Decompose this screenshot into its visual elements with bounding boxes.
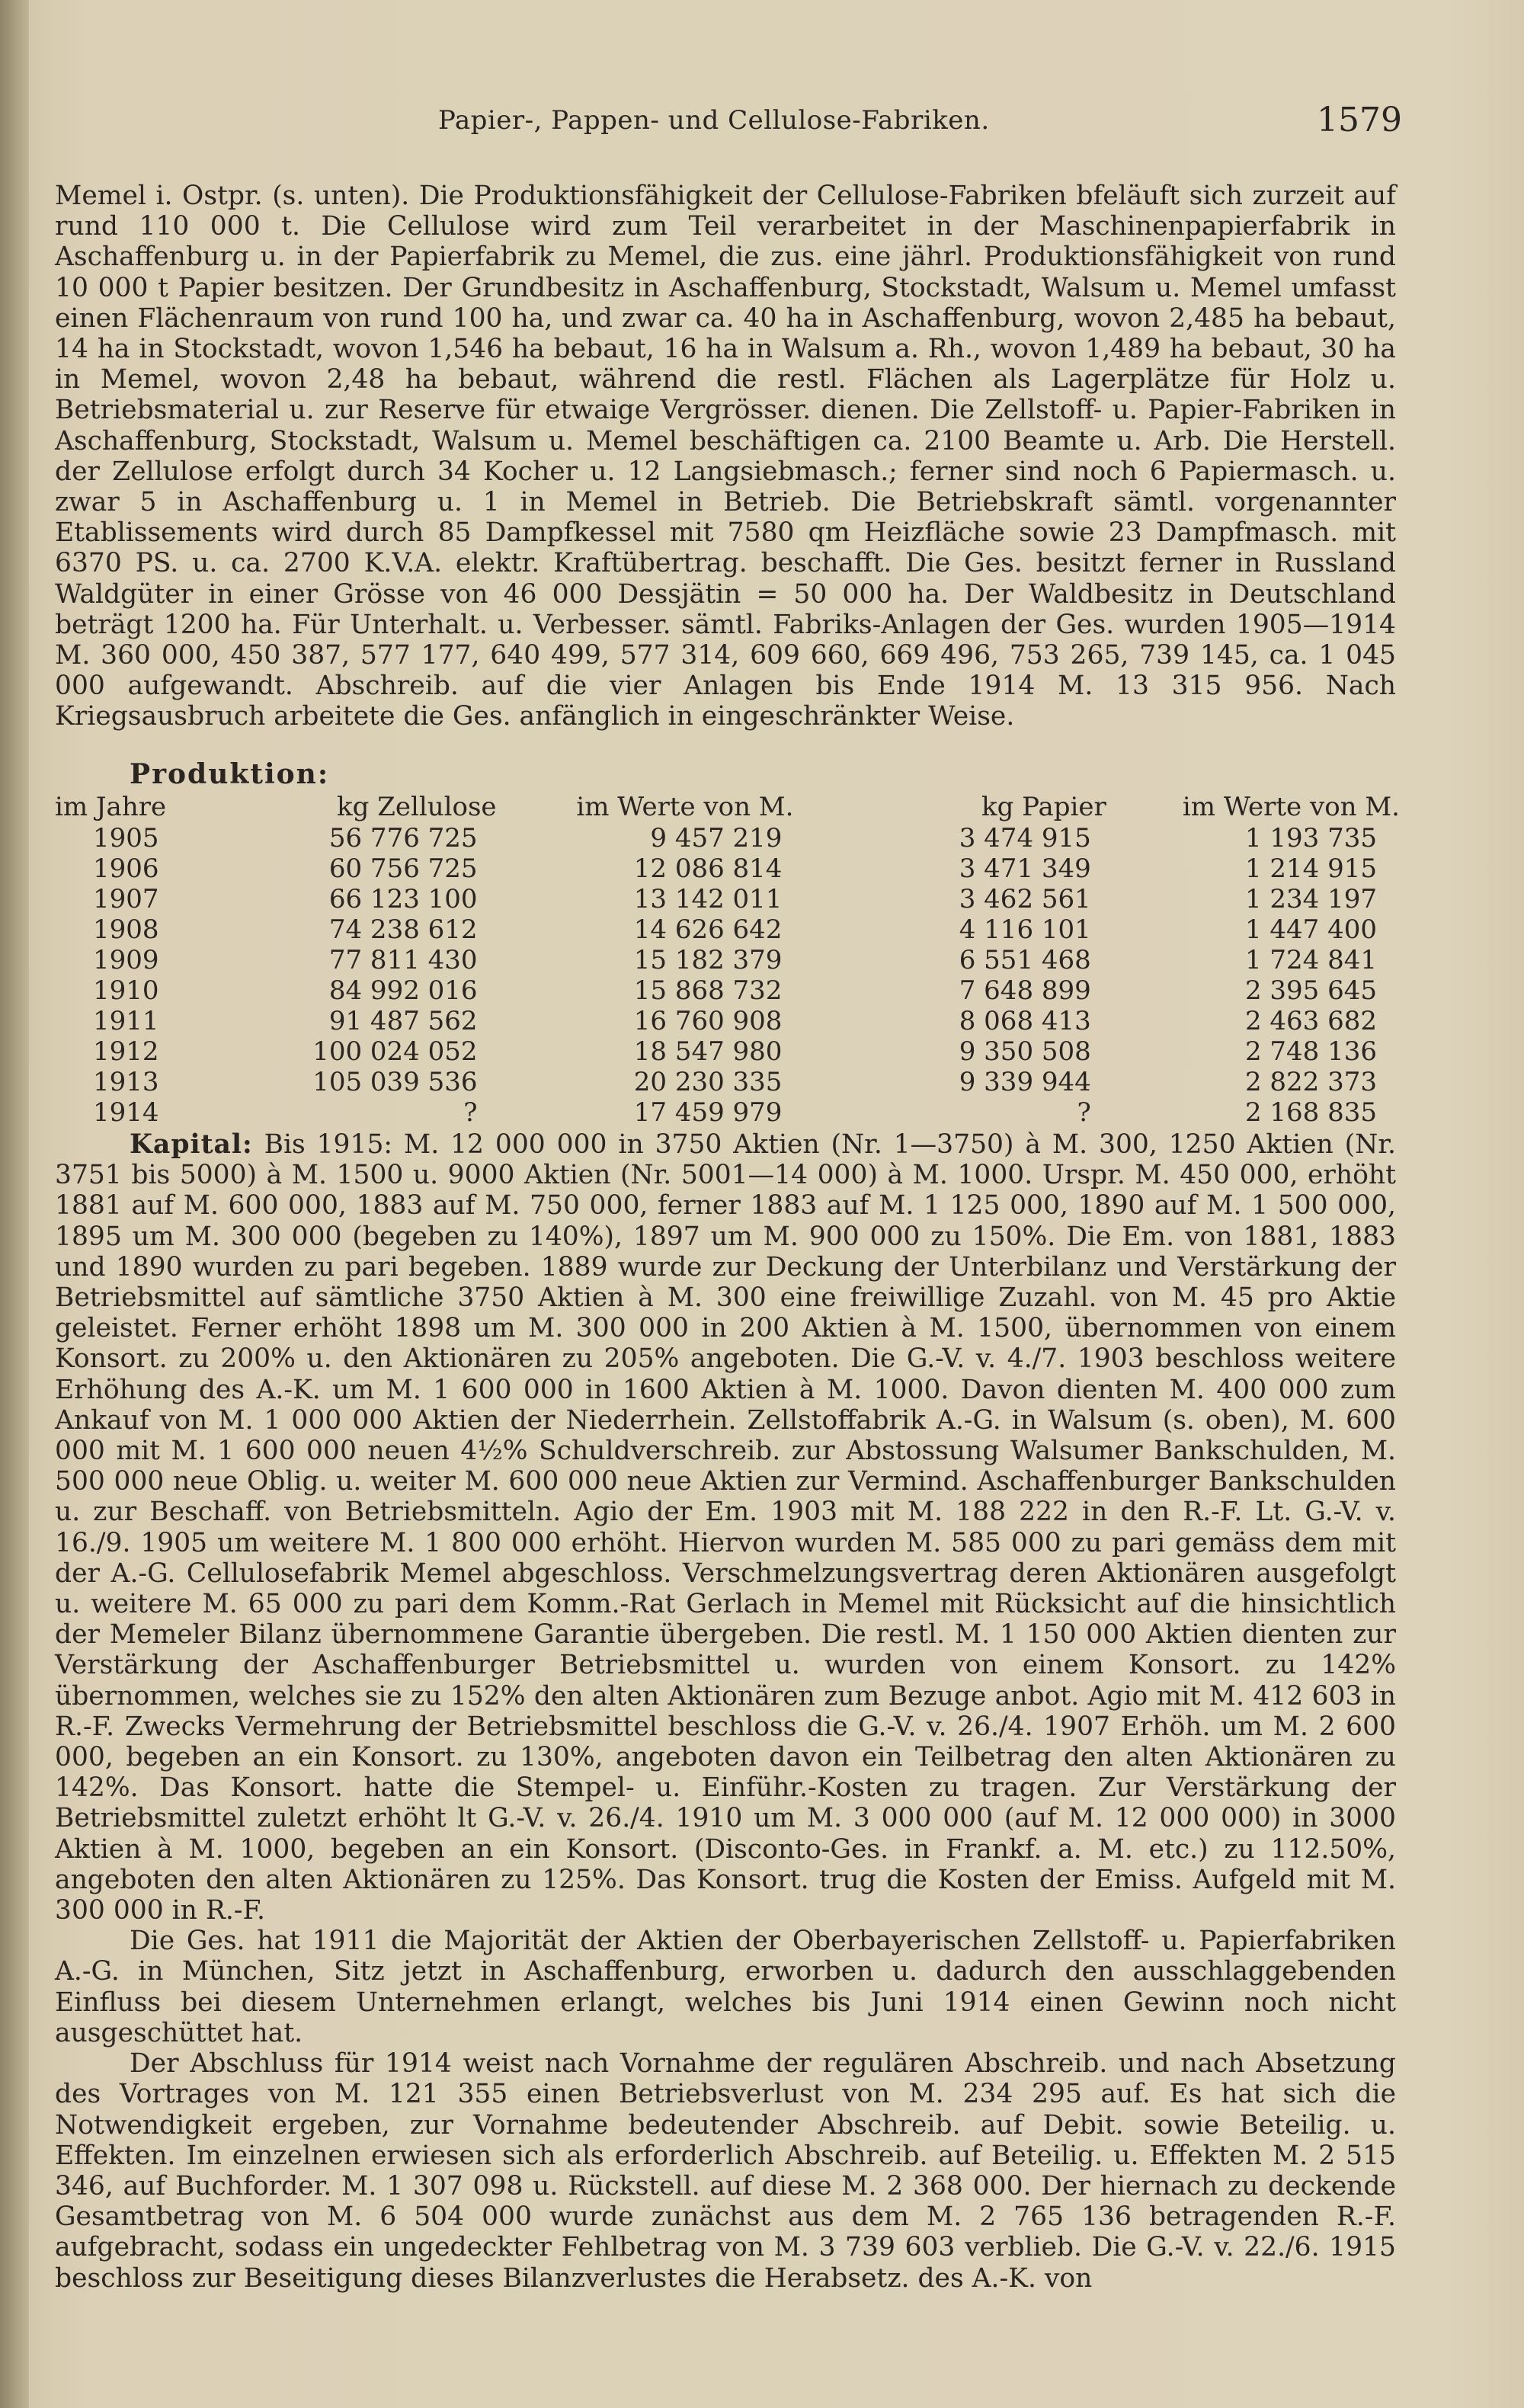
cell-paper-kg: 4 116 101: [959, 914, 1091, 945]
table-row: [55, 1006, 1400, 1036]
cell-paper-kg: 8 068 413: [959, 1006, 1091, 1036]
cell-cellulose-kg: 56 776 725: [328, 823, 478, 853]
cell-cellulose-value: 18 547 980: [633, 1036, 783, 1067]
running-title: Papier-, Pappen- und Cellulose-Fabriken.: [438, 105, 990, 136]
cell-year: 1907: [93, 884, 159, 914]
capital-paragraph: [55, 1129, 1396, 2294]
col-header-year: im Jahre: [55, 792, 167, 822]
table-row: [55, 853, 1400, 884]
cell-cellulose-value: 17 459 979: [633, 1097, 783, 1128]
table-row: [55, 945, 1400, 975]
table-row: [55, 1036, 1400, 1067]
cell-paper-kg: 9 339 944: [959, 1067, 1091, 1097]
cell-paper-value: 1 724 841: [1244, 945, 1377, 975]
cell-year: 1906: [93, 853, 159, 884]
cell-cellulose-value: 12 086 814: [633, 853, 783, 884]
cell-year: 1913: [93, 1067, 159, 1097]
cell-cellulose-value: 9 457 219: [650, 823, 783, 853]
cell-paper-value: 1 214 915: [1244, 853, 1377, 884]
cell-paper-kg: 7 648 899: [959, 975, 1091, 1006]
table-row: [55, 884, 1400, 914]
page-header: [0, 101, 1524, 151]
page-binding-shadow: [0, 0, 29, 2408]
cell-paper-value: 1 234 197: [1244, 884, 1377, 914]
cell-paper-value: 1 447 400: [1244, 914, 1377, 945]
production-header-row: [55, 791, 1400, 823]
cell-paper-value: 2 822 373: [1244, 1067, 1377, 1097]
cell-cellulose-kg: ?: [463, 1097, 478, 1128]
cell-paper-value: 2 168 835: [1244, 1097, 1377, 1128]
intro-text: Memel i. Ostpr. (s. unten). Die Produktionsfähigkeit der Cellulose-Fabriken bfeläuft sich zurzeit auf rund 110 000 t. Die Cellulose wird zum Teil verarbeitet in der Maschinenpapierfabrik in Aschaffenburg u. in der Papierfabrik zu Memel, die zus. eine jährl. Produktionsfähigkeit von rund 10 000 t Papier besitzen. Der Grundbesitz in Aschaffenburg, Stockstadt, Walsum u. Memel umfasst einen Flächenraum von rund 100 ha, und zwar ca. 40 ha in Aschaffenburg, wovon 2,485 ha bebaut, 14 ha in Stockstadt, wovon 1,546 ha bebaut, 16 ha in Walsum a. Rh., wovon 1,489 ha bebaut, 30 ha in Memel, wovon 2,48 ha bebaut, während die restl. Flächen als Lagerplätze für Holz u. Betriebsmaterial u. zur Reserve für etwaige Vergrösser. dienen. Die Zellstoff- u. Papier-Fabriken in Aschaffenburg, Stockstadt, Walsum u. Memel beschäftigen ca. 2100 Beamte u. Arb. Die Herstell. der Zellulose erfolgt durch 34 Kocher u. 12 Langsiebmasch.; ferner sind noch 6 Papiermasch. u. zwar 5 in Aschaffenburg u. 1 in Memel in Betrieb. Die Betriebskraft sämtl. vorgenannter Etablissements wird durch 85 Dampfkessel mit 7580 qm Heizfläche sowie 23 Dampfmasch. mit 6370 PS. u. ca. 2700 K.V.A. elektr. Kraftübertrag. beschafft. Die Ges. besitzt ferner in Russland Waldgüter in einer Grösse von 46 000 Dessjätin = 50 000 ha. Der Waldbesitz in Deutschland beträgt 1200 ha. Für Unterhalt. u. Verbesser. sämtl. Fabriks-Anlagen der Ges. wurden 1905—1914 M. 360 000, 450 387, 577 177, 640 499, 577 314, 609 660, 669 496, 753 265, 739 145, ca. 1 045 000 aufgewandt. Abschreib. auf die vier Anlagen bis Ende 1914 M. 13 315 956. Nach Kriegsausbruch arbeitete die Ges. anfänglich in eingeschränkter Weise.: [55, 181, 1396, 732]
cell-cellulose-value: 15 182 379: [633, 945, 783, 975]
cell-year: 1909: [93, 945, 159, 975]
cell-year: 1910: [93, 975, 159, 1006]
cell-paper-value: 2 395 645: [1244, 975, 1377, 1006]
cell-cellulose-value: 15 868 732: [633, 975, 783, 1006]
cell-paper-value: 2 463 682: [1244, 1006, 1377, 1036]
closing-paragraph: Der Abschluss für 1914 weist nach Vornahme der regulären Abschreib. und nach Absetzung des Vortrages von M. 121 355 einen Betriebsverlust von M. 234 295 auf. Es hat sich die Notwendigkeit ergeben, zur Vornahme bedeutender Abschreib. auf Debit. sowie Beteilig. u. Effekten. Im einzelnen erwiesen sich als erforderlich Abschreib. auf Beteilig. u. Effekten M. 2 515 346, auf Buchforder. M. 1 307 098 u. Rückstell. auf diese M. 2 368 000. Der hiernach zu deckende Gesamtbetrag von M. 6 504 000 wurde zunächst aus dem M. 2 765 136 betragenden R.-F. aufgebracht, sodass ein ungedeckter Fehlbetrag von M. 3 739 603 verblieb. Die G.-V. v. 22./6. 1915 beschloss zur Beseitigung dieses Bilanzverlustes die Herabsetz. des A.-K. von: [55, 2048, 1396, 2294]
table-row: [55, 823, 1400, 853]
cell-paper-value: 1 193 735: [1244, 823, 1377, 853]
cell-paper-value: 2 748 136: [1244, 1036, 1377, 1067]
capital-label: Kapital:: [130, 1129, 253, 1160]
cell-cellulose-kg: 60 756 725: [328, 853, 478, 884]
intro-paragraph: [55, 181, 1396, 732]
col-header-cellulose-kg: kg Zellulose: [337, 792, 497, 822]
capital-body: Bis 1915: M. 12 000 000 in 3750 Aktien (Nr. 1—3750) à M. 300, 1250 Aktien (Nr. 3751 bis 5000) à M. 1500 u. 9000 Aktien (Nr. 5001—14 000) à M. 1000. Urspr. M. 450 000, erhöht 1881 auf M. 600 000, 1883 auf M. 750 000, ferner 1883 auf M. 1 125 000, 1890 auf M. 1 500 000, 1895 um M. 300 000 (begeben zu 140%), 1897 um M. 900 000 zu 150%. Die Em. von 1881, 1883 und 1890 wurden zu pari begeben. 1889 wurde zur Deckung der Unterbilanz und Verstärkung der Betriebsmittel auf sämtliche 3750 Aktien à M. 300 eine freiwillige Zuzahl. von M. 45 pro Aktie geleistet. Ferner erhöht 1898 um M. 300 000 in 200 Aktien à M. 1500, übernommen von einem Konsort. zu 200% u. den Aktionären zu 205% angeboten. Die G.-V. v. 4./7. 1903 beschloss weitere Erhöhung des A.-K. um M. 1 600 000 in 1600 Aktien à M. 1000. Davon dienten M. 400 000 zum Ankauf von M. 1 000 000 Aktien der Niederrhein. Zellstoffabrik A.-G. in Walsum (s. oben), M. 600 000 mit M. 1 600 000 neuen 4½% Schuldverschreib. zur Abstossung Walsumer Bankschulden, M. 500 000 neue Oblig. u. weiter M. 600 000 neue Aktien zur Vermind. Aschaffenburger Bankschulden u. zur Beschaff. von Betriebsmitteln. Agio der Em. 1903 mit M. 188 222 in den R.-F. Lt. G.-V. v. 16./9. 1905 um weitere M. 1 800 000 erhöht. Hiervon wurden M. 585 000 zu pari gemäss dem mit der A.-G. Cellulosefabrik Memel abgeschloss. Verschmelzungsvertrag deren Aktionären ausgefolgt u. weitere M. 65 000 zu pari dem Komm.-Rat Gerlach in Memel mit Rücksicht auf die hinsichtlich der Memeler Bilanz übernommene Garantie übergeben. Die restl. M. 1 150 000 Aktien dienten zur Verstärkung der Aschaffenburger Betriebsmittel u. wurden von einem Konsort. zu 142% übernommen, welches sie zu 152% den alten Aktionären zum Bezuge anbot. Agio mit M. 412 603 in R.-F. Zwecks Vermehrung der Betriebsmittel beschloss die G.-V. v. 26./4. 1907 Erhöh. um M. 2 600 000, begeben an ein Konsort. zu 130%, angeboten davon ein Teilbetrag den alten Aktionären zu 142%. Das Konsort. hatte die Stempel- u. Einführ.-Kosten zu tragen. Zur Verstärkung der Betriebsmittel zuletzt erhöht lt G.-V. v. 26./4. 1910 um M. 3 000 000 (auf M. 12 000 000) in 3000 Aktien à M. 1000, begeben an ein Konsort. (Disconto-Ges. in Frankf. a. M. etc.) zu 112.50%, angeboten den alten Aktionären zu 125%. Das Konsort. trug die Kosten der Emiss. Aufgeld mit M. 300 000 in R.-F.: [55, 1129, 1396, 1926]
cell-cellulose-kg: 66 123 100: [328, 884, 478, 914]
cell-paper-kg: 9 350 508: [959, 1036, 1091, 1067]
cell-paper-kg: 3 474 915: [959, 823, 1091, 853]
capital-text: [55, 1129, 1396, 1926]
cell-paper-kg: 6 551 468: [959, 945, 1091, 975]
table-row: [55, 914, 1400, 945]
table-row: [55, 1067, 1400, 1097]
cell-cellulose-kg: 77 811 430: [328, 945, 478, 975]
production-heading: Produktion:: [130, 758, 330, 790]
cell-cellulose-value: 13 142 011: [633, 884, 783, 914]
cell-cellulose-kg: 100 024 052: [312, 1036, 478, 1067]
table-row: [55, 975, 1400, 1006]
table-row: [55, 1097, 1400, 1128]
cell-cellulose-value: 14 626 642: [633, 914, 783, 945]
cell-cellulose-value: 16 760 908: [633, 1006, 783, 1036]
col-header-paper-value: im Werte von M.: [1182, 792, 1400, 822]
cell-cellulose-kg: 105 039 536: [312, 1067, 478, 1097]
cell-year: 1908: [93, 914, 159, 945]
cell-cellulose-kg: 74 238 612: [328, 914, 478, 945]
majority-paragraph: Die Ges. hat 1911 die Majorität der Aktien der Oberbayerischen Zellstoff- u. Papierfabriken A.-G. in München, Sitz jetzt in Aschaffenburg, erworben u. dadurch den ausschlaggebenden Einfluss bei diesem Unternehmen erlangt, welches bis Juni 1914 einen Gewinn noch nicht ausgeschüttet hat.: [55, 1926, 1396, 2048]
cell-year: 1914: [93, 1097, 159, 1128]
production-table-body: [55, 823, 1400, 1128]
cell-cellulose-kg: 91 487 562: [328, 1006, 478, 1036]
col-header-cellulose-value: im Werte von M.: [576, 792, 794, 822]
production-table: [55, 791, 1400, 1128]
cell-year: 1905: [93, 823, 159, 853]
page-number: 1579: [1317, 101, 1402, 139]
cell-year: 1911: [93, 1006, 159, 1036]
cell-cellulose-value: 20 230 335: [633, 1067, 783, 1097]
cell-cellulose-kg: 84 992 016: [328, 975, 478, 1006]
cell-paper-kg: ?: [1077, 1097, 1091, 1128]
col-header-paper-kg: kg Papier: [981, 792, 1106, 822]
cell-paper-kg: 3 462 561: [959, 884, 1091, 914]
cell-year: 1912: [93, 1036, 159, 1067]
cell-paper-kg: 3 471 349: [959, 853, 1091, 884]
